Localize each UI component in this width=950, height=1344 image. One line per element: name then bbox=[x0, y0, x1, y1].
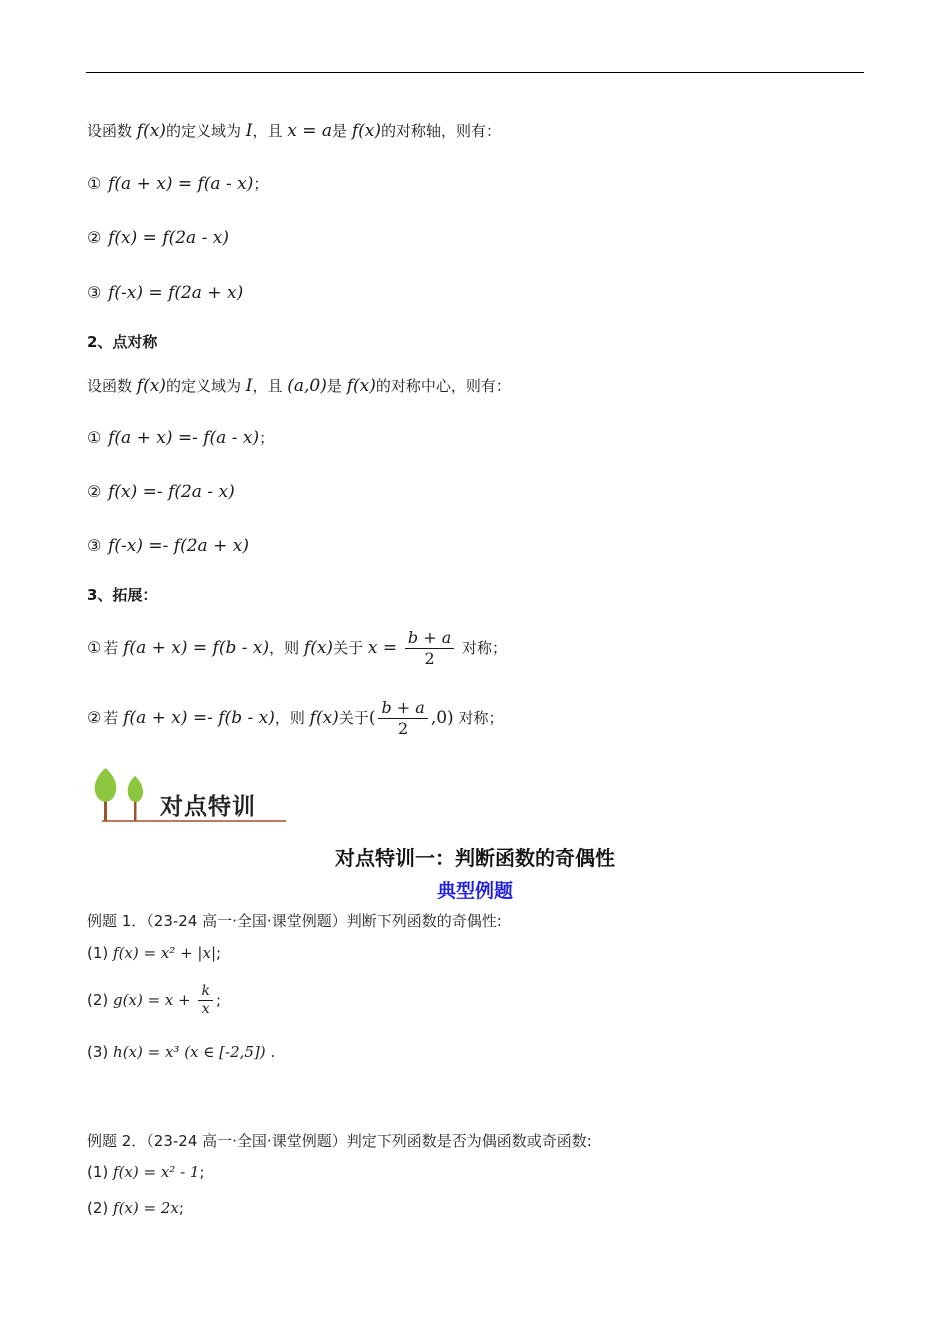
s3-item-1-end: 对称； bbox=[462, 639, 508, 657]
example1-item-2-lhs: g(x) = x + bbox=[113, 991, 191, 1009]
s3-item-2-fx: f(x) bbox=[309, 708, 339, 728]
example1-item-2-num: (2) bbox=[87, 991, 109, 1009]
s1-item-2-marker: ② bbox=[87, 228, 102, 247]
s3-item-2-fraction bbox=[378, 698, 427, 739]
s3-item-2-guanyu: 关于 bbox=[338, 709, 369, 727]
s3-item-1-ze: ，则 bbox=[269, 639, 300, 657]
s1-item-1-end: ； bbox=[253, 175, 269, 193]
s2-intro-mid1: 的定义域为 bbox=[165, 377, 241, 395]
s1-intro-mid1: 的定义域为 bbox=[165, 122, 241, 140]
s3-item-1-fx: f(x) bbox=[303, 638, 334, 658]
s3-item-2-ruo: 若 bbox=[103, 709, 119, 727]
s3-item-2-formula: f(a + x) =- f(b - x) bbox=[123, 708, 275, 728]
s2-item-3-marker: ③ bbox=[87, 536, 102, 555]
example1-item-1 bbox=[87, 943, 221, 963]
s3-item-2-marker: ② bbox=[87, 708, 102, 727]
example2-item-1 bbox=[87, 1162, 205, 1182]
example2-label: 例题 2．（23-24 高一·全国·课堂例题）判定下列函数是否为偶函数或奇函数: bbox=[87, 1132, 592, 1150]
s1-item-3-marker: ③ bbox=[87, 283, 102, 302]
s3-item-1-den: 2 bbox=[424, 649, 435, 668]
s3-item-1-guanyu: 关于 bbox=[333, 639, 364, 657]
s2-center: (a,0) bbox=[287, 376, 327, 396]
s1-domain: I bbox=[245, 121, 253, 141]
s2-item-2-formula: f(x) =- f(2a - x) bbox=[108, 482, 235, 502]
example2-item-1-num: (1) bbox=[87, 1163, 109, 1181]
example1-item-3-end: . bbox=[270, 1043, 276, 1061]
s2-item-2 bbox=[87, 482, 235, 502]
s2-domain: I bbox=[245, 376, 253, 396]
s1-item-1 bbox=[87, 174, 268, 194]
example1-item-2-fraction bbox=[198, 983, 212, 1018]
s3-item-1-xeq: x = bbox=[367, 638, 398, 658]
example1-item-2-frac-den: x bbox=[201, 1001, 210, 1017]
s1-item-3 bbox=[87, 283, 243, 303]
s2-item-3 bbox=[87, 536, 249, 556]
s2-intro-mid3: 是 bbox=[326, 377, 342, 395]
s2-item-1-marker: ① bbox=[87, 428, 102, 447]
s3-item-1 bbox=[87, 628, 507, 669]
example2-item-2 bbox=[87, 1198, 184, 1218]
s1-fx-2: f(x) bbox=[351, 121, 381, 141]
s2-item-1-formula: f(a + x) =- f(a - x) bbox=[108, 428, 260, 448]
example2-item-2-num: (2) bbox=[87, 1199, 109, 1217]
s3-item-2-end: 对称； bbox=[458, 709, 504, 727]
s2-heading: 2、点对称 bbox=[87, 333, 158, 351]
example2-item-1-formula: f(x) = x² - 1 bbox=[113, 1163, 200, 1181]
s3-item-1-marker: ① bbox=[87, 638, 102, 657]
s1-item-2 bbox=[87, 228, 229, 248]
s3-item-2-ze: ，则 bbox=[274, 709, 305, 727]
example1-item-1-num: (1) bbox=[87, 944, 109, 962]
example1-item-3-formula: h(x) = x³ (x ∈ [-2,5]) bbox=[113, 1043, 266, 1061]
tree-crown-1 bbox=[95, 768, 117, 802]
example1-item-1-end: ; bbox=[216, 944, 222, 962]
example2-item-2-formula: f(x) = 2x bbox=[113, 1199, 179, 1217]
example1-item-3-num: (3) bbox=[87, 1043, 109, 1061]
example2-item-1-end: ; bbox=[199, 1163, 205, 1181]
s2-item-2-marker: ② bbox=[87, 482, 102, 501]
s1-intro bbox=[87, 121, 501, 141]
s2-intro-prefix: 设函数 bbox=[87, 377, 133, 395]
training-title: 对点特训一：判断函数的奇偶性 bbox=[335, 846, 615, 870]
example1-item-3 bbox=[87, 1042, 275, 1062]
s3-heading: 3、拓展： bbox=[87, 586, 158, 604]
s2-intro-mid2: ，且 bbox=[252, 377, 283, 395]
s3-item-1-ruo: 若 bbox=[103, 639, 119, 657]
example1-item-1-formula: f(x) = x² + |x| bbox=[113, 944, 216, 962]
s1-item-3-formula: f(-x) = f(2a + x) bbox=[108, 283, 244, 303]
s1-intro-suffix: 的对称轴，则有： bbox=[381, 122, 502, 140]
s1-intro-prefix: 设函数 bbox=[87, 122, 133, 140]
s2-intro bbox=[87, 376, 511, 396]
s1-intro-mid2: ，且 bbox=[252, 122, 283, 140]
banner-title: 对点特训 bbox=[160, 794, 256, 820]
example1-label: 例题 1．（23-24 高一·全国·课堂例题）判断下列函数的奇偶性: bbox=[87, 912, 502, 930]
s1-axis: x = a bbox=[287, 121, 333, 141]
training-subtitle: 典型例题 bbox=[436, 880, 513, 902]
s3-item-1-fraction bbox=[405, 628, 454, 669]
tree-crown-2 bbox=[128, 776, 143, 802]
s2-item-1 bbox=[87, 428, 274, 448]
example1-item-2-frac-num: k bbox=[198, 983, 212, 1001]
s2-fx: f(x) bbox=[136, 376, 166, 396]
example2-item-2-end: ; bbox=[178, 1199, 184, 1217]
s3-item-1-num: b + a bbox=[405, 628, 454, 649]
s1-item-1-marker: ① bbox=[87, 174, 102, 193]
s3-item-2-open: ( bbox=[368, 708, 376, 728]
s3-item-2 bbox=[87, 698, 503, 739]
s1-fx: f(x) bbox=[136, 121, 166, 141]
s1-item-2-formula: f(x) = f(2a - x) bbox=[108, 228, 229, 248]
s1-item-1-formula: f(a + x) = f(a - x) bbox=[108, 174, 254, 194]
header-rule bbox=[86, 72, 864, 73]
s3-item-1-formula: f(a + x) = f(b - x) bbox=[123, 638, 270, 658]
s2-intro-suffix: 的对称中心，则有： bbox=[375, 377, 511, 395]
s2-item-3-formula: f(-x) =- f(2a + x) bbox=[108, 536, 249, 556]
s2-fx-2: f(x) bbox=[346, 376, 376, 396]
s2-item-1-end: ； bbox=[259, 429, 275, 447]
example1-item-2 bbox=[87, 982, 221, 1018]
s1-intro-mid3: 是 bbox=[332, 122, 348, 140]
s3-item-2-num: b + a bbox=[378, 698, 427, 719]
example1-item-2-end: ; bbox=[215, 991, 222, 1009]
s3-item-2-den: 2 bbox=[398, 719, 409, 738]
s3-item-2-close: ,0) bbox=[430, 708, 454, 728]
